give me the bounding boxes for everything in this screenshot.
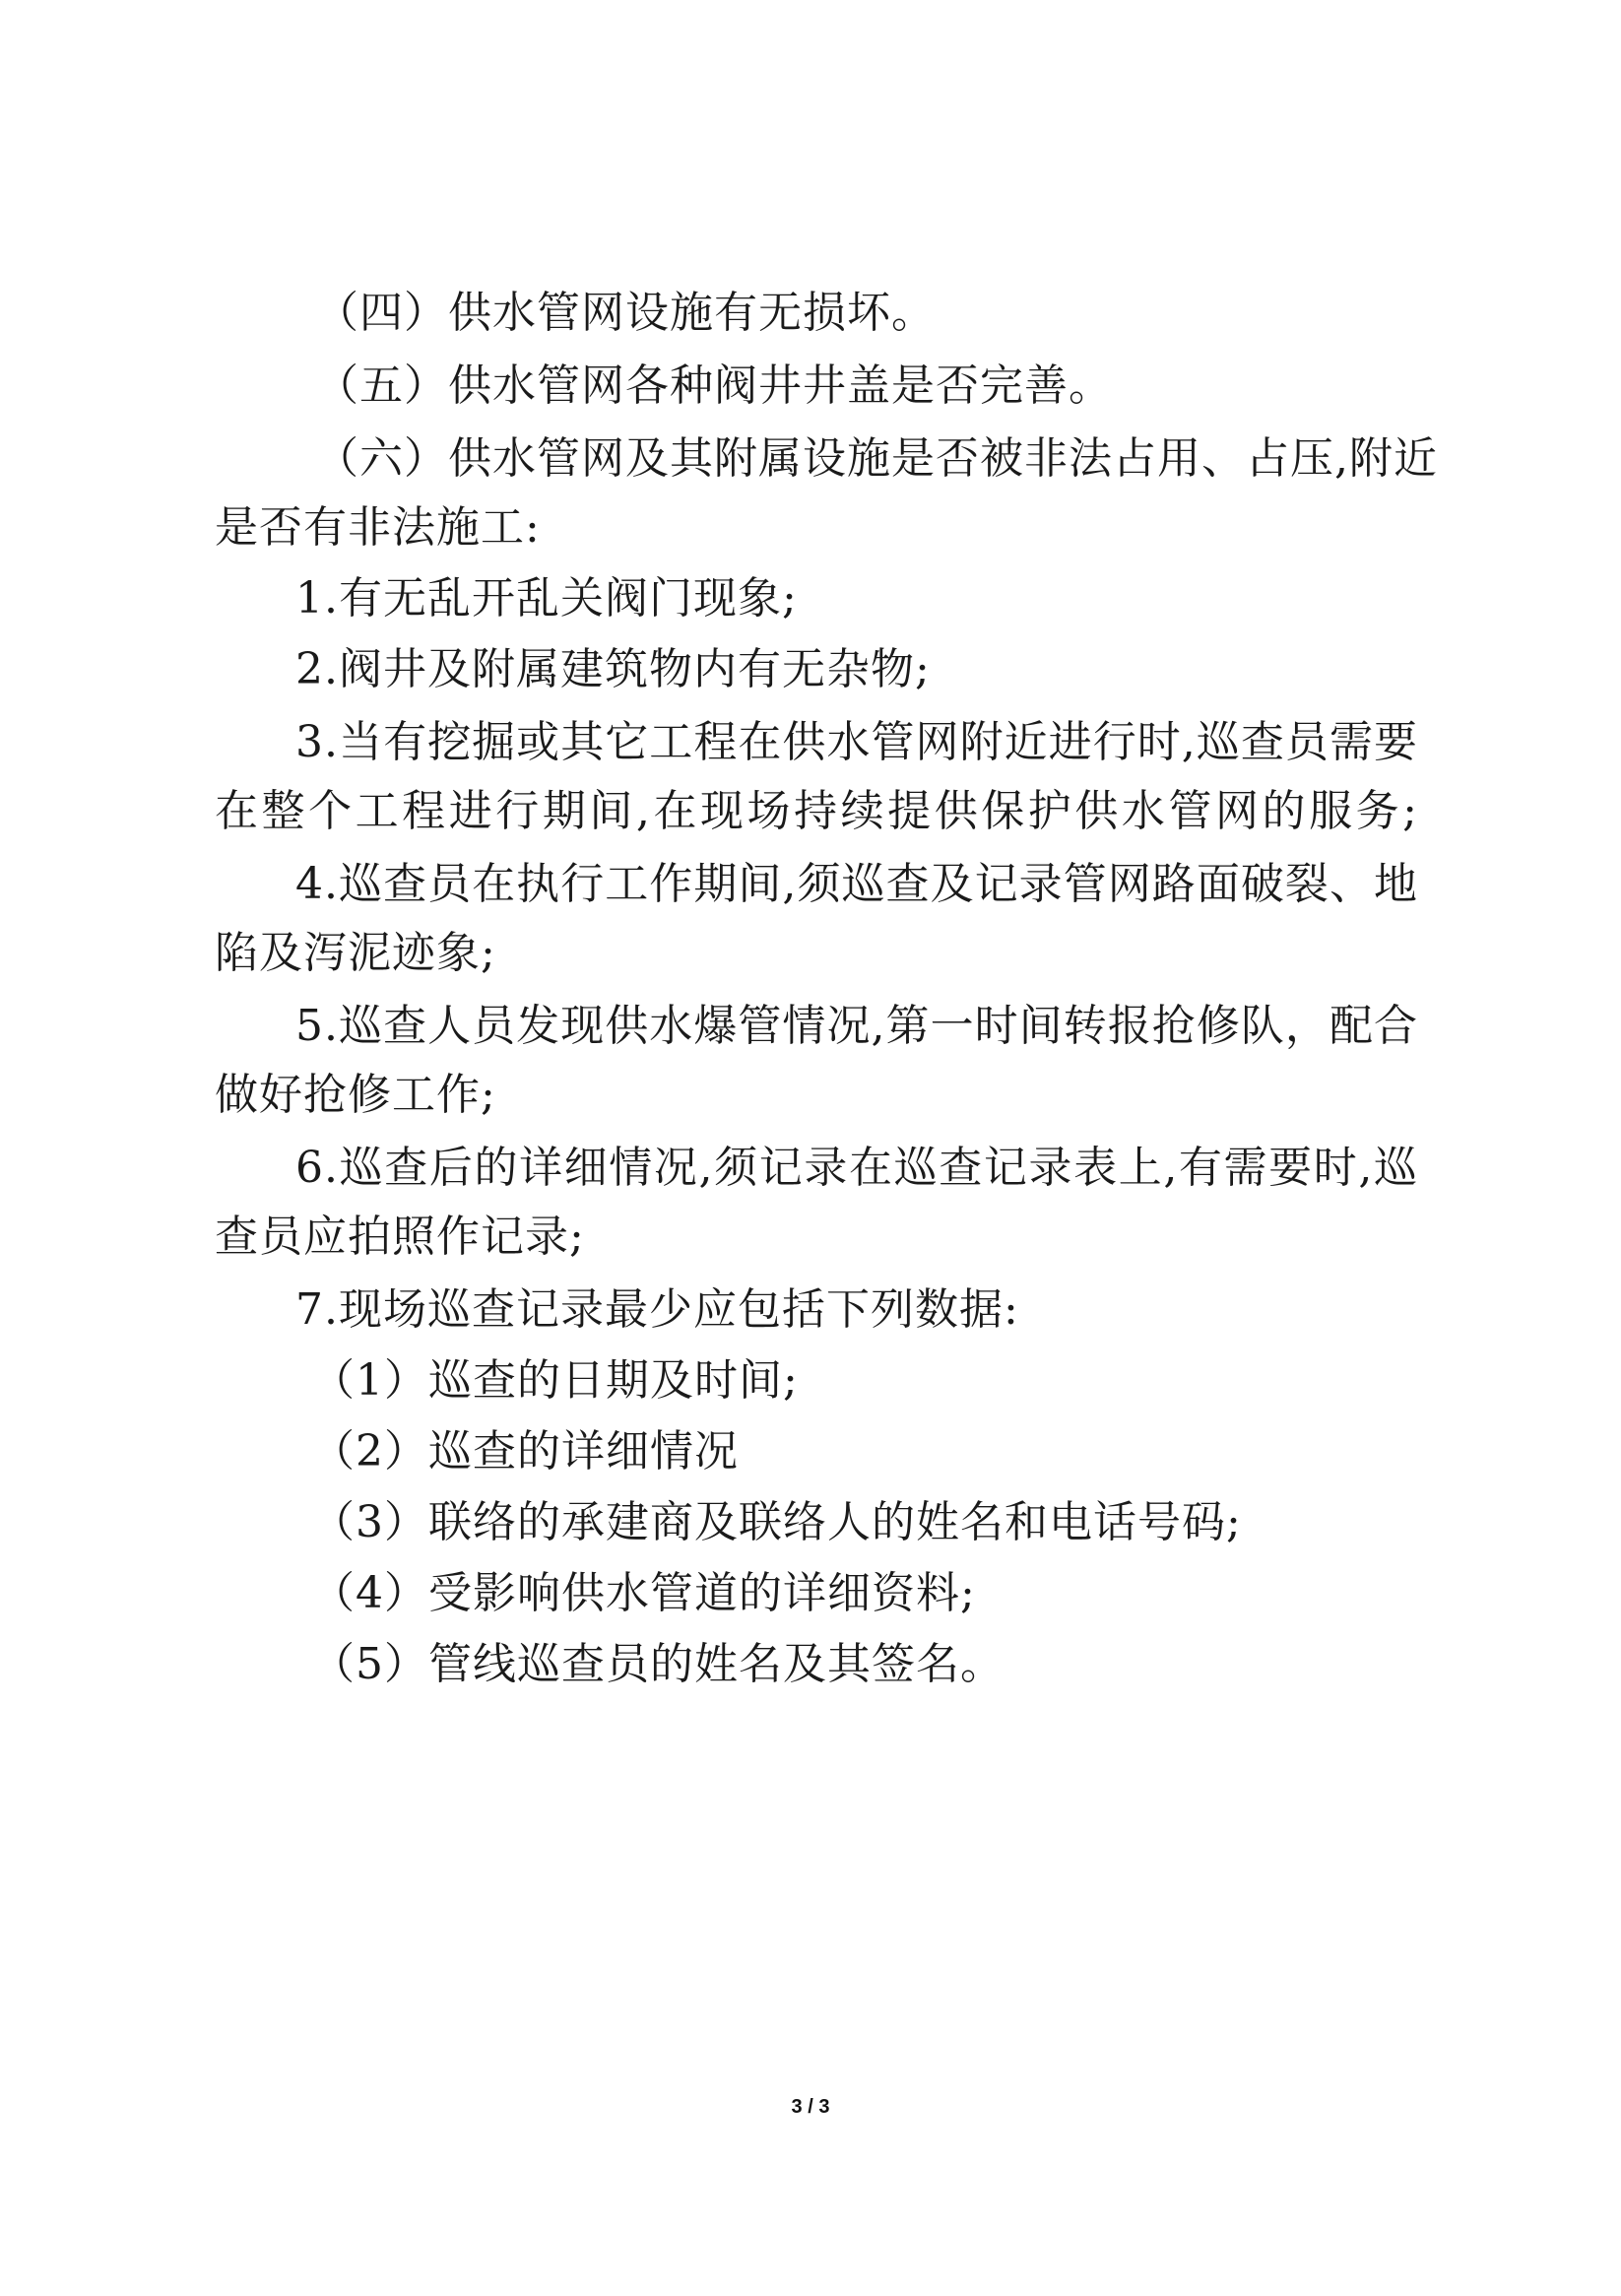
paragraph-6-line-1: （六）供水管网及其附属设施是否被非法占用、占压,附近 — [315, 433, 1438, 484]
item-3-line-2: 在整个工程进行期间,在现场持续提供保护供水管网的服务; — [215, 786, 1418, 836]
paragraph-5: （五）供水管网各种阀井井盖是否完善。 — [315, 361, 1113, 411]
item-3-line-1: 3.当有挖掘或其它工程在供水管网附近进行时,巡查员需要 — [295, 717, 1418, 767]
sub-item-2: （2）巡查的详细情况 — [311, 1426, 739, 1476]
item-1: 1.有无乱开乱关阀门现象; — [295, 573, 798, 623]
item-5-line-2: 做好抢修工作; — [215, 1070, 496, 1120]
paragraph-4: （四）供水管网设施有无损坏。 — [315, 288, 936, 338]
item-4-line-1: 4.巡查员在执行工作期间,须巡查及记录管网路面破裂、地 — [295, 859, 1418, 909]
item-4-line-2: 陷及泻泥迹象; — [215, 928, 496, 978]
item-5-line-1: 5.巡查人员发现供水爆管情况,第一时间转报抢修队，配合 — [295, 1001, 1418, 1051]
sub-item-3: （3）联络的承建商及联络人的姓名和电话号码; — [311, 1497, 1242, 1547]
paragraph-6-line-2: 是否有非法施工: — [215, 502, 541, 553]
item-6-line-2: 查员应拍照作记录; — [215, 1212, 585, 1262]
item-6-line-1: 6.巡查后的详细情况,须记录在巡查记录表上,有需要时,巡 — [295, 1143, 1418, 1193]
item-2: 2.阀井及附属建筑物内有无杂物; — [295, 644, 931, 694]
item-7: 7.现场巡查记录最少应包括下列数据: — [295, 1284, 1019, 1335]
sub-item-5: （5）管线巡查员的姓名及其签名。 — [311, 1639, 1005, 1689]
page-number: 3 / 3 — [791, 2096, 830, 2118]
sub-item-1: （1）巡查的日期及时间; — [311, 1355, 799, 1406]
sub-item-4: （4）受影响供水管道的详细资料; — [311, 1568, 976, 1618]
